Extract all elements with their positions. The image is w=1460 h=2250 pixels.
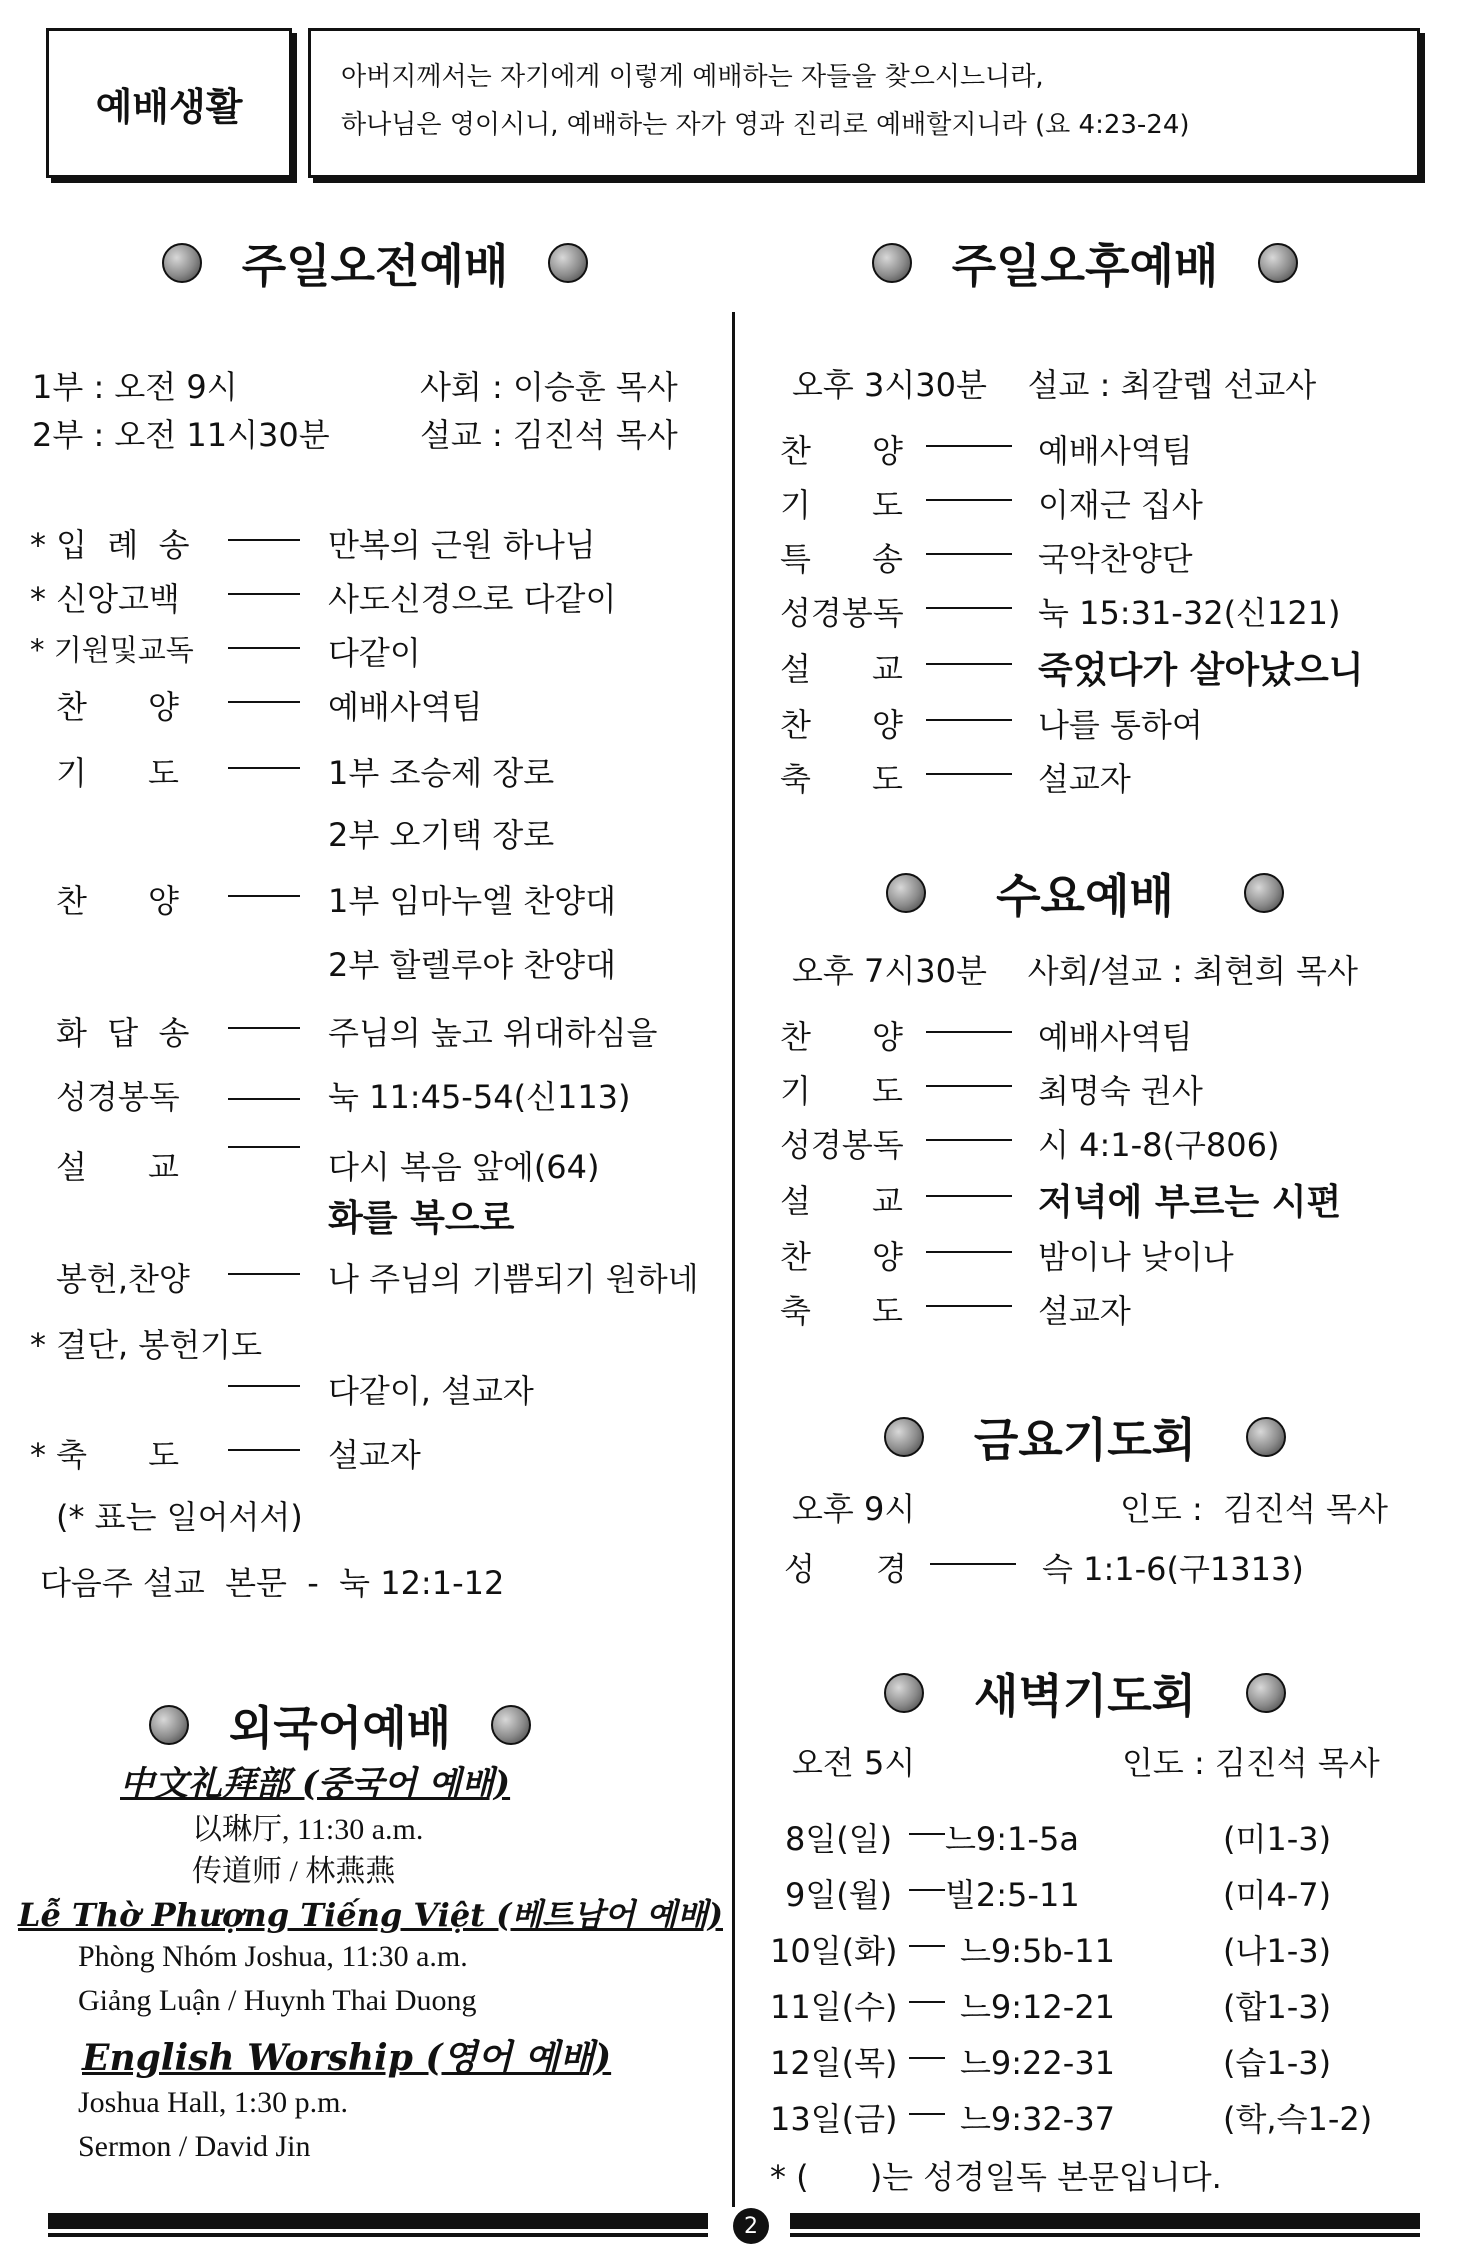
order-label: 성 경 [784,1550,907,1588]
order-value: 시 4:1-8(구806) [1038,1126,1280,1164]
dash-line [228,1027,300,1029]
foreign-title: 외국어예배 [228,1701,452,1755]
order-value: 예배사역팀 [1038,1018,1193,1056]
bullet-ball-icon [1246,1417,1286,1457]
order-value: 눅 11:45-54(신113) [328,1078,631,1116]
schedule-ref: (합1-3) [1223,1988,1332,2026]
schedule-day: 13일(금) [770,2100,898,2138]
wednesday-title: 수요예배 [996,869,1174,923]
wed-info: 오후 7시30분 사회/설교 : 최현희 목사 [792,952,1358,990]
order-label: 성경봉독 [780,594,904,632]
order-label: 봉헌,찬양 [56,1260,190,1298]
pm-sermon-title: 죽었다가 살아났으니 [1038,650,1364,691]
schedule-day: 11일(수) [770,1988,898,2026]
order-value: 설교자 [1038,1292,1131,1330]
schedule-text: 느9:5b-11 [960,1932,1115,1970]
page-number: 2 [733,2208,769,2244]
verse-line-2: 하나님은 영이시니, 예배하는 자가 영과 진리로 예배할지니라 (요 4:23-24) [341,110,1190,140]
column-divider [732,312,735,2207]
order-label: 축 도 [780,760,903,798]
next-sermon: 다음주 설교 본문 - 눅 12:1-12 [40,1564,505,1602]
dawn-time: 오전 5시 [792,1744,916,1782]
dash-line [909,1833,945,1835]
schedule-text: 느9:32-37 [960,2100,1116,2138]
dash-line [926,1195,1012,1197]
dawn-title: 새벽기도회 [973,1669,1197,1723]
dash-line [228,701,300,703]
chinese-line-2: 传道师 / 林燕燕 [192,1855,396,1888]
bullet-ball-icon [491,1705,531,1745]
dash-line [926,1139,1012,1141]
friday-title: 금요기도회 [973,1413,1197,1467]
english-line-1: Joshua Hall, 1:30 p.m. [78,2086,348,2119]
order-label: 성경봉독 [780,1126,904,1164]
friday-leader: 인도 : 김진석 목사 [1120,1490,1388,1528]
english-worship-heading: English Worship (영어 예배) [82,2037,612,2079]
schedule-ref: (학,슥1-2) [1223,2100,1373,2138]
order-label: 설 교 [780,1182,903,1220]
bullet-ball-icon [149,1705,189,1745]
verse-line-1: 아버지께서는 자기에게 이렇게 예배하는 자들을 찾으시느니라, [341,62,1044,92]
dash-line [228,1098,300,1100]
vietnamese-worship-heading: Lễ Thờ Phượng Tiếng Việt (베트남어 예배) [18,1896,723,1934]
dash-line [926,445,1012,447]
order-value: 국악찬양단 [1038,540,1193,578]
viet-line-2: Giảng Luận / Huynh Thai Duong [78,1984,477,2017]
schedule-text: 느9:1-5a [945,1820,1079,1858]
schedule-day: 9일(월) [785,1876,893,1914]
am-standing-note: (* 표는 일어서서) [56,1498,303,1536]
order-label: 찬 양 [780,706,903,744]
schedule-text: 느9:12-21 [960,1988,1116,2026]
dash-line [909,2113,945,2115]
dash-line [228,593,300,595]
header-label-box [46,28,292,178]
dash-line [228,1273,300,1275]
dash-line [228,1385,300,1387]
chinese-worship-heading: 中文礼拜部 (중국어 예배) [120,1764,511,1804]
schedule-day: 10일(화) [770,1932,898,1970]
order-label: * 축 도 [30,1436,180,1474]
wednesday-heading [860,860,1310,926]
schedule-day: 8일(일) [785,1820,893,1858]
order-value: 만복의 근원 하나님 [328,526,596,564]
dash-line [926,1085,1012,1087]
order-value: 설교자 [328,1436,421,1474]
header-verse-box [308,28,1420,178]
am-info-1-right: 사회 : 이승훈 목사 [420,368,678,406]
friday-time: 오후 9시 [792,1490,916,1528]
bullet-ball-icon [1246,1673,1286,1713]
dash-line [926,773,1012,775]
chinese-line-1: 以琳厅, 11:30 a.m. [192,1813,424,1846]
order-value: 다시 복음 앞에(64) [328,1148,600,1186]
dash-line [228,767,300,769]
dash-line [909,1889,945,1891]
dash-line [909,2001,945,2003]
dash-line [926,499,1012,501]
schedule-day: 12일(목) [770,2044,898,2082]
bullet-ball-icon [872,243,912,283]
order-value: 2부 오기택 장로 [328,816,555,854]
order-label: 찬 양 [56,882,179,920]
order-label: 설 교 [56,1148,179,1186]
order-label: 찬 양 [780,1238,903,1276]
order-value: 나 주님의 기쁨되기 원하네 [328,1260,699,1298]
order-label: 찬 양 [780,1018,903,1056]
dawn-note: * ( )는 성경일독 본문입니다. [770,2158,1222,2196]
bullet-ball-icon [548,243,588,283]
english-line-2: Sermon / David Jin [78,2130,311,2163]
bullet-ball-icon [162,243,202,283]
order-value: 다같이 [328,634,421,672]
dash-line [228,1449,300,1451]
dash-line [909,1945,945,1947]
order-value: 이재근 집사 [1038,486,1203,524]
order-label: 성경봉독 [56,1078,180,1116]
order-value: 눅 15:31-32(신121) [1038,594,1341,632]
order-label: 찬 양 [780,432,903,470]
order-value: 최명숙 권사 [1038,1072,1203,1110]
order-value: 예배사역팀 [328,688,483,726]
schedule-text: 빌2:5-11 [945,1876,1080,1914]
schedule-ref: (미4-7) [1223,1876,1332,1914]
bullet-ball-icon [884,1673,924,1713]
dash-line [228,1146,300,1148]
am-info-2-right: 설교 : 김진석 목사 [420,416,678,454]
dash-line [228,539,300,541]
sunday-am-heading [150,230,600,296]
order-label: 기 도 [780,1072,903,1110]
order-value: 설교자 [1038,760,1131,798]
dawn-leader: 인도 : 김진석 목사 [1122,1744,1380,1782]
sunday-pm-heading [860,230,1310,296]
order-label: 축 도 [780,1292,903,1330]
schedule-text: 느9:22-31 [960,2044,1116,2082]
wed-sermon-title: 저녁에 부르는 시편 [1038,1182,1342,1223]
dash-line [926,719,1012,721]
schedule-ref: (습1-3) [1223,2044,1332,2082]
order-value: 주님의 높고 위대하심을 [328,1014,658,1052]
sunday-pm-title: 주일오후예배 [951,239,1219,293]
order-label: 특 송 [780,540,903,578]
order-label: * 입 례 송 [30,526,190,564]
friday-heading [860,1404,1310,1470]
order-label: 설 교 [780,650,903,688]
bullet-ball-icon [1258,243,1298,283]
order-label: 기 도 [56,754,179,792]
dash-line [926,1305,1012,1307]
order-label: 찬 양 [56,688,179,726]
order-value: 슥 1:1-6(구1313) [1042,1550,1304,1588]
order-value: 2부 할렐루야 찬양대 [328,946,616,984]
order-value: 사도신경으로 다같이 [328,580,617,618]
order-value: 다같이, 설교자 [328,1372,534,1410]
footer-rule-right [790,2213,1420,2229]
dash-line [926,1031,1012,1033]
dash-line [926,663,1012,665]
am-info-2-left: 2부 : 오전 11시30분 [32,416,330,454]
am-sermon-title: 화를 복으로 [328,1198,515,1239]
order-label: * 신앙고백 [30,580,180,618]
viet-line-1: Phòng Nhóm Joshua, 11:30 a.m. [78,1940,468,1973]
foreign-heading [110,1692,570,1758]
footer-rule-left [48,2213,708,2229]
order-value: 1부 조승제 장로 [328,754,555,792]
dash-line [930,1563,1016,1565]
order-value: 나를 통하여 [1038,706,1203,744]
sunday-am-title: 주일오전예배 [241,239,509,293]
am-info-1-left: 1부 : 오전 9시 [32,368,238,406]
order-label: 기 도 [780,486,903,524]
dash-line [926,1251,1012,1253]
order-value: 예배사역팀 [1038,432,1193,470]
order-label: 화 답 송 [56,1014,190,1052]
order-value: 밤이나 낮이나 [1038,1238,1234,1276]
order-label: * 결단, 봉헌기도 [30,1326,262,1364]
dash-line [909,2057,945,2059]
dash-line [228,895,300,897]
schedule-ref: (미1-3) [1223,1820,1332,1858]
dash-line [926,607,1012,609]
bullet-ball-icon [886,873,926,913]
bullet-ball-icon [1244,873,1284,913]
pm-info: 오후 3시30분 설교 : 최갈렙 선교사 [792,366,1317,404]
schedule-ref: (나1-3) [1223,1932,1332,1970]
dash-line [228,647,300,649]
order-label: * 기원및교독 [30,633,194,667]
header-label: 예배생활 [95,84,243,129]
dawn-heading [860,1660,1310,1726]
bullet-ball-icon [884,1417,924,1457]
dash-line [926,553,1012,555]
order-value: 1부 임마누엘 찬양대 [328,882,616,920]
